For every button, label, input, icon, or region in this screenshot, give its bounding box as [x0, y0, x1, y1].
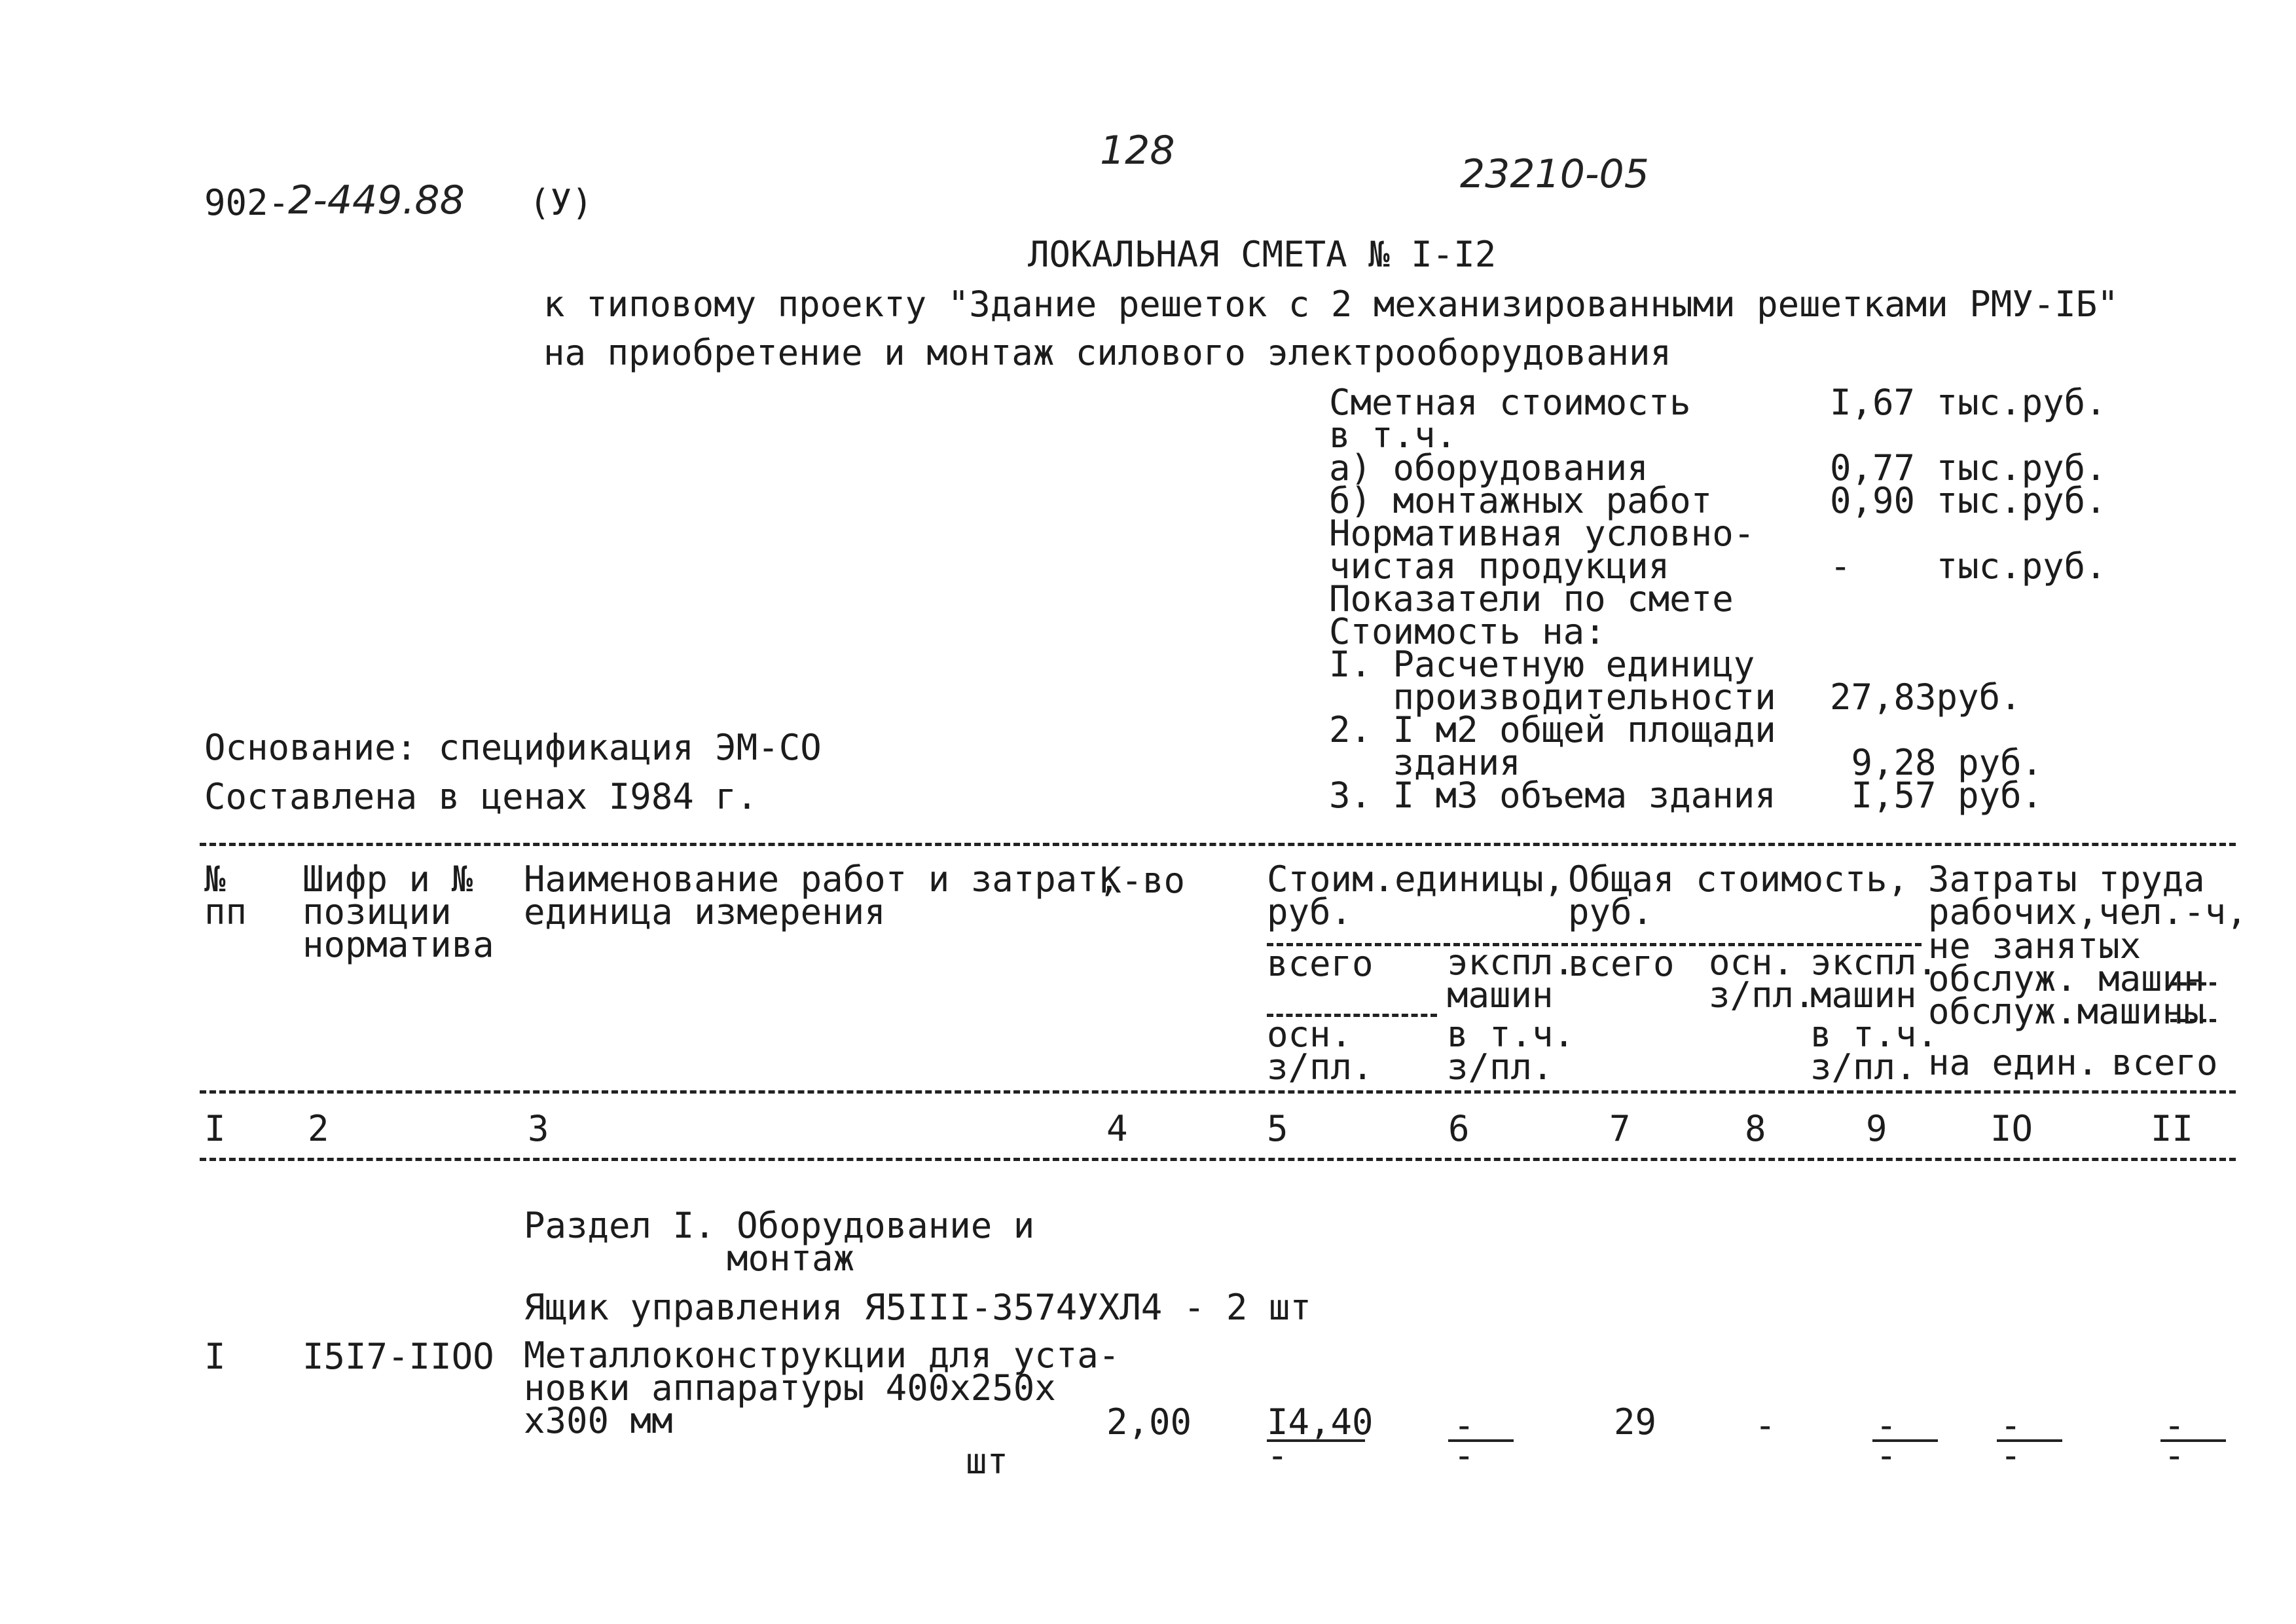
- summary-label: производительности: [1329, 676, 1776, 718]
- summary-label: чистая продукция: [1329, 545, 1670, 587]
- column-number: 7: [1609, 1108, 1631, 1149]
- row-unit-ekspl: -: [1453, 1405, 1475, 1446]
- summary-label: б) монтажных работ: [1329, 480, 1713, 521]
- summary-value: I,57 руб.: [1830, 775, 2043, 816]
- summary-value: - тыс.руб.: [1830, 545, 2107, 587]
- summary-value: 27,83руб.: [1830, 676, 2022, 718]
- row-number: I: [204, 1336, 226, 1377]
- doc-title: ЛОКАЛЬНАЯ СМЕТА № I-I2: [1028, 234, 1497, 275]
- labor-sub1: не занятых: [1928, 925, 2141, 967]
- labor-total-header: всего: [2111, 1042, 2218, 1083]
- row-total-ekspl: -: [1876, 1405, 1897, 1446]
- row-code: I5I7-IIOO: [302, 1336, 494, 1377]
- labor-unit-header: на един.: [1928, 1042, 2099, 1083]
- row-unit-osn: -: [1267, 1435, 1288, 1476]
- doc-suffix: (У): [529, 182, 593, 223]
- summary-label: Стоимость на:: [1329, 611, 1606, 652]
- row-total-osn: -: [1755, 1405, 1776, 1446]
- total-osn-header: осн. з/пл.: [1709, 942, 1815, 1016]
- unit-ekspl-vtch-header: в т.ч. з/пл.: [1447, 1014, 1575, 1088]
- summary-label: Нормативная условно-: [1329, 513, 1755, 554]
- col-code-header: Шифр и № позиции норматива: [302, 858, 494, 965]
- summary-label: 3. I м3 объема здания: [1329, 775, 1776, 816]
- column-number: 8: [1745, 1108, 1766, 1149]
- code-handwritten: 23210-05: [1460, 151, 1649, 197]
- column-number: 2: [308, 1108, 329, 1149]
- section-title: Раздел I. Оборудование и: [524, 1205, 1035, 1246]
- header-bottom-rule: [200, 1090, 2236, 1094]
- unit-total-header: всего: [1267, 943, 1374, 984]
- column-number: 4: [1106, 1108, 1128, 1149]
- total-ekspl-header: экспл. машин: [1810, 942, 1939, 1016]
- project-line: к типовому проекту "Здание решеток с 2 механизированными решетками РМУ-IБ": [543, 284, 2119, 325]
- summary-value: 0,77 тыс.руб.: [1830, 447, 2107, 489]
- summary-label: 2. I м2 общей площади: [1329, 709, 1776, 750]
- row-total: 29: [1614, 1401, 1657, 1443]
- column-number: 5: [1267, 1108, 1288, 1149]
- col-num-header: № пп: [204, 858, 247, 932]
- col-name-header: Наименование работ и затрат, единица измерения: [524, 858, 1120, 932]
- row-total-ekspl-vtch: -: [1876, 1435, 1897, 1476]
- labor-sub2: обслуж. машин: [1928, 958, 2205, 999]
- row-name: Металлоконструкции для уста- новки аппаратуры 400х250х х300 мм: [524, 1335, 1120, 1441]
- basis-line: Основание: спецификация ЭМ-СО: [204, 727, 822, 768]
- summary-label: Показатели по смете: [1329, 578, 1734, 619]
- total-cost-header: Общая стоимость, руб.: [1568, 858, 1909, 932]
- column-numbers-rule: [200, 1158, 2236, 1161]
- page-number-handwritten: 128: [1100, 128, 1175, 174]
- summary-value: I,67 тыс.руб.: [1830, 382, 2107, 423]
- row-labor-unit: -: [2000, 1405, 2022, 1446]
- summary-label: а) оборудования: [1329, 447, 1649, 489]
- column-number: II: [2151, 1108, 2194, 1149]
- row-labor-total: -: [2164, 1405, 2185, 1446]
- prices-line: Составлена в ценах I984 г.: [204, 776, 758, 817]
- column-number: 3: [528, 1108, 549, 1149]
- row-unit-total: I4,40: [1267, 1401, 1374, 1443]
- column-number: 9: [1866, 1108, 1887, 1149]
- row-labor-unit-b: -: [2000, 1435, 2022, 1476]
- header-top-rule: [200, 843, 2236, 846]
- column-number: I: [204, 1108, 226, 1149]
- section-subtitle: Ящик управления Я5III-3574УХЛ4 - 2 шт: [524, 1287, 1311, 1328]
- summary-label: здания: [1329, 742, 1521, 783]
- summary-label: в т.ч.: [1329, 415, 1457, 456]
- col-qty-header: К-во: [1100, 860, 1186, 901]
- row-unit-ekspl-vtch: -: [1453, 1435, 1475, 1476]
- labor-sub3: обслуж.машины: [1928, 991, 2205, 1032]
- column-number: IO: [1990, 1108, 2033, 1149]
- summary-label: Сметная стоимость: [1329, 382, 1691, 423]
- summary-label: I. Расчетную единицу: [1329, 644, 1755, 685]
- doc-prefix: 902-: [204, 182, 290, 223]
- summary-value: 9,28 руб.: [1830, 742, 2043, 783]
- unit-cost-header: Стоим.единицы, руб.: [1267, 858, 1565, 932]
- labor-header: Затраты труда рабочих,чел.-ч,: [1928, 858, 2248, 932]
- total-ekspl-vtch-header: в т.ч. з/пл.: [1810, 1014, 1939, 1088]
- row-unit: шт: [966, 1441, 1009, 1482]
- summary-value: 0,90 тыс.руб.: [1830, 480, 2107, 521]
- row-qty: 2,00: [1106, 1401, 1192, 1443]
- unit-osn-header: осн. з/пл.: [1267, 1014, 1374, 1088]
- purpose-line: на приобретение и монтаж силового электрооборудования: [543, 332, 1672, 373]
- unit-ekspl-header: экспл. машин: [1447, 942, 1575, 1016]
- column-number: 6: [1448, 1108, 1470, 1149]
- doc-number-handwritten: 2-449.88: [288, 177, 465, 223]
- section-title-cont: монтаж: [727, 1238, 855, 1279]
- total-total-header: всего: [1568, 943, 1675, 984]
- row-labor-total-b: -: [2164, 1435, 2185, 1476]
